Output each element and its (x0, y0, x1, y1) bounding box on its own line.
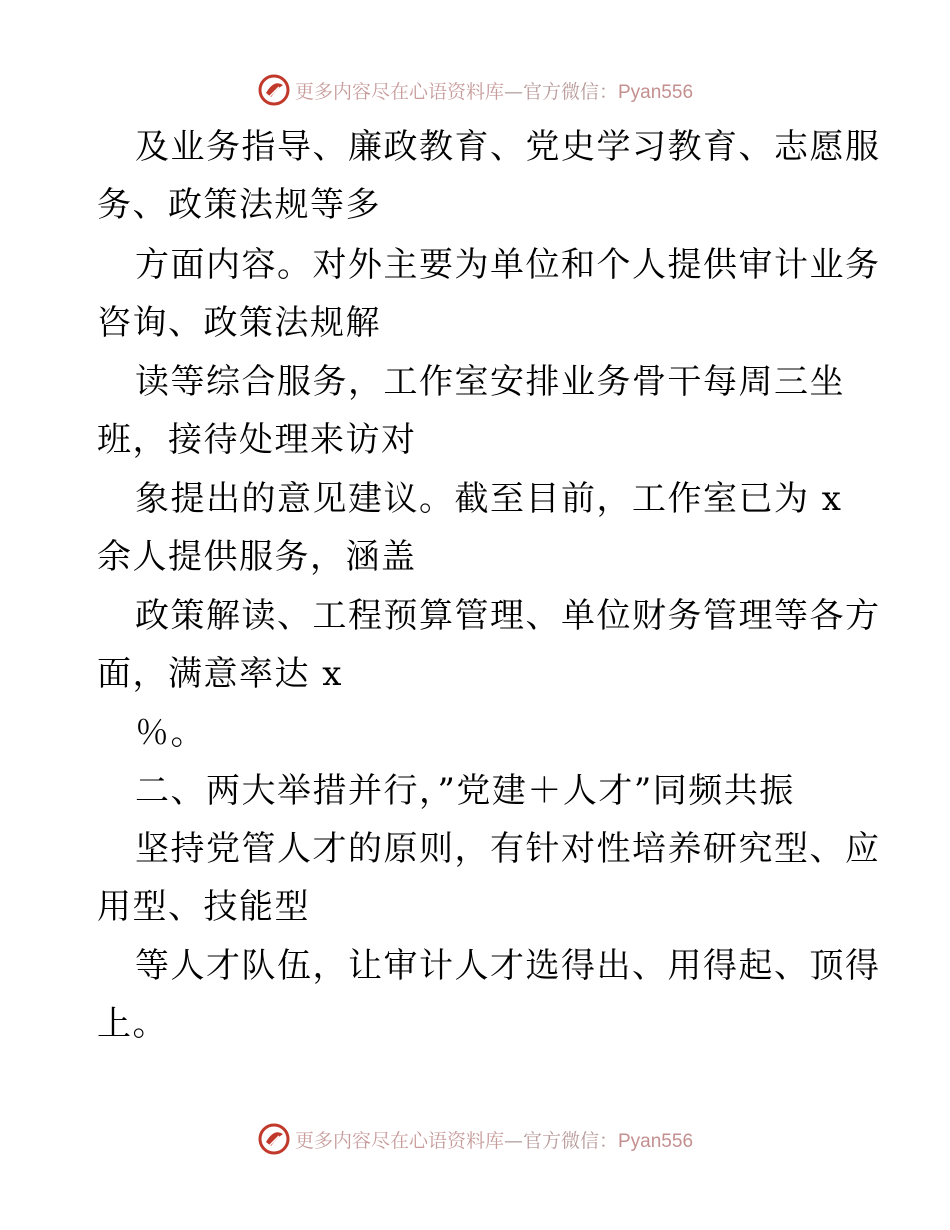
header-watermark-text (295, 77, 693, 104)
brand-logo-icon (257, 73, 291, 107)
paragraph-line: 咨询、政策法规解 (97, 303, 381, 343)
paragraph-line: 政策解读、工程预算管理、单位财务管理等各方 (135, 596, 881, 636)
paragraph-line: 班，接待处理来访对 (97, 420, 417, 460)
brand-logo-icon (257, 1122, 291, 1156)
paragraph-line: ％。 (135, 713, 206, 753)
paragraph-line: 象提出的意见建议。截至目前，工作室已为 x (135, 479, 843, 519)
watermark-separator: — (503, 1129, 523, 1152)
watermark-separator: — (503, 80, 523, 103)
header-watermark (0, 70, 950, 110)
section-heading: 二、两大举措并行，”党建＋人才”同频共振 (135, 771, 795, 811)
paragraph-line: 读等综合服务，工作室安排业务骨干每周三坐 (135, 362, 845, 402)
watermark-wechat-label: 官方微信： (522, 1129, 618, 1152)
footer-watermark (0, 1119, 950, 1159)
footer-watermark-text (295, 1126, 693, 1153)
watermark-wechat-id: Pyan556 (618, 1130, 694, 1152)
paragraph-line: 方面内容。对外主要为单位和个人提供审计业务 (135, 245, 881, 285)
paragraph-line: 及业务指导、廉政教育、党史学习教育、志愿服 (135, 127, 881, 167)
paragraph-line: 用型、技能型 (97, 887, 310, 927)
watermark-wechat-label: 官方微信： (522, 80, 618, 103)
paragraph-line: 坚持党管人才的原则，有针对性培养研究型、应 (135, 829, 881, 869)
watermark-wechat-id: Pyan556 (618, 81, 694, 103)
watermark-brand: 更多内容尽在心语资料库 (294, 80, 504, 103)
watermark-brand: 更多内容尽在心语资料库 (294, 1129, 504, 1152)
paragraph-line: 等人才队伍，让审计人才选得出、用得起、顶得 (135, 946, 881, 986)
paragraph-line: 上。 (97, 1004, 168, 1044)
paragraph-line: 面，满意率达 x (97, 654, 343, 694)
paragraph-line: 余人提供服务，涵盖 (97, 537, 417, 577)
paragraph-line: 务、政策法规等多 (97, 185, 381, 225)
